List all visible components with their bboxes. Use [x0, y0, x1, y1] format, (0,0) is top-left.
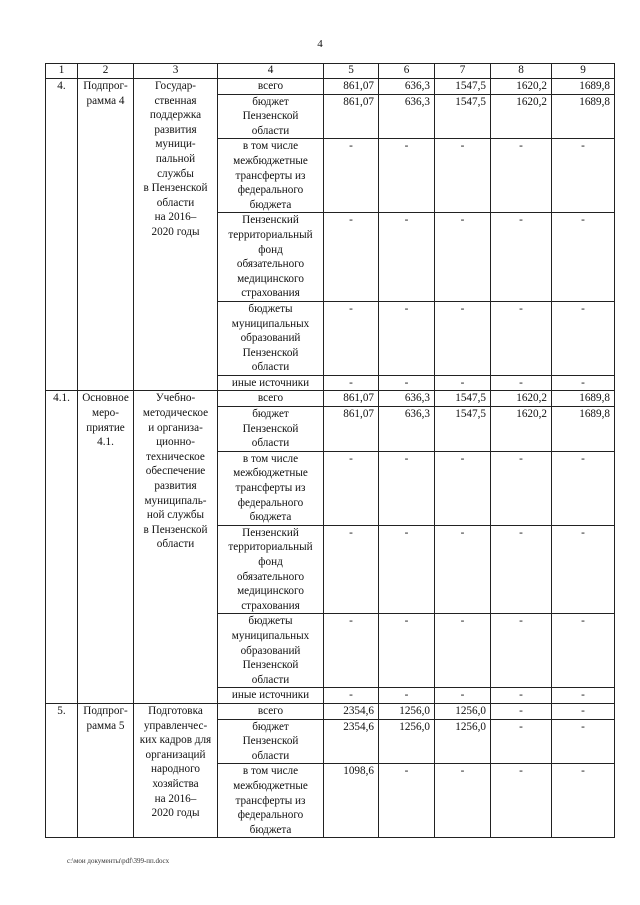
value-cell: - — [552, 703, 615, 719]
header-cell: 7 — [435, 64, 491, 79]
value-cell: 1098,6 — [324, 764, 379, 838]
funding-source: Пензенский территориальный фонд обязательного медицинского страхования — [218, 525, 324, 614]
value-cell: 861,07 — [324, 391, 379, 407]
value-cell: - — [491, 525, 552, 614]
value-cell: 1620,2 — [491, 407, 552, 452]
value-cell: 1620,2 — [491, 94, 552, 139]
value-cell: 1547,5 — [435, 79, 491, 95]
funding-source: бюджет Пензенской области — [218, 94, 324, 139]
value-cell: 1256,0 — [435, 703, 491, 719]
value-cell: - — [324, 301, 379, 375]
funding-source: бюджеты муниципальных образований Пензенской области — [218, 301, 324, 375]
item-title: Государ- ственная поддержка развития муници- пальной службы в Пензенской области на 2016– 2020 годы — [134, 79, 218, 391]
header-cell: 6 — [379, 64, 435, 79]
table-row — [46, 391, 615, 407]
value-cell: - — [324, 451, 379, 525]
funding-source: всего — [218, 703, 324, 719]
budget-table — [45, 63, 615, 838]
value-cell: 1689,8 — [552, 79, 615, 95]
value-cell: - — [552, 451, 615, 525]
value-cell: 1256,0 — [435, 719, 491, 764]
item-number: 4.1. — [46, 391, 78, 703]
value-cell: 2354,6 — [324, 719, 379, 764]
value-cell: - — [552, 719, 615, 764]
value-cell: - — [491, 213, 552, 302]
value-cell: - — [552, 688, 615, 704]
value-cell: 636,3 — [379, 94, 435, 139]
value-cell: 1689,8 — [552, 391, 615, 407]
value-cell: 861,07 — [324, 407, 379, 452]
value-cell: 861,07 — [324, 79, 379, 95]
value-cell: - — [552, 764, 615, 838]
value-cell: 1689,8 — [552, 94, 615, 139]
item-type: Подпрог- рамма 5 — [78, 703, 134, 837]
value-cell: - — [552, 301, 615, 375]
value-cell: - — [552, 213, 615, 302]
value-cell: - — [435, 525, 491, 614]
funding-source: иные источники — [218, 688, 324, 704]
value-cell: - — [491, 719, 552, 764]
funding-source: в том числе межбюджетные трансферты из федерального бюджета — [218, 451, 324, 525]
page-number: 4 — [317, 38, 323, 50]
value-cell: - — [491, 688, 552, 704]
value-cell: - — [324, 688, 379, 704]
value-cell: - — [491, 451, 552, 525]
header-cell: 3 — [134, 64, 218, 79]
value-cell: 636,3 — [379, 79, 435, 95]
value-cell: - — [491, 301, 552, 375]
value-cell: - — [435, 451, 491, 525]
value-cell: - — [379, 614, 435, 688]
value-cell: 2354,6 — [324, 703, 379, 719]
file-path-footer: c:\мои документы\pdf\399-пп.docx — [67, 857, 170, 865]
value-cell: 1256,0 — [379, 719, 435, 764]
value-cell: - — [491, 375, 552, 391]
funding-source: бюджет Пензенской области — [218, 719, 324, 764]
value-cell: - — [435, 375, 491, 391]
header-cell: 1 — [46, 64, 78, 79]
value-cell: - — [379, 525, 435, 614]
item-number: 5. — [46, 703, 78, 837]
header-cell: 8 — [491, 64, 552, 79]
value-cell: - — [491, 703, 552, 719]
value-cell: - — [379, 375, 435, 391]
value-cell: 636,3 — [379, 391, 435, 407]
value-cell: 1256,0 — [379, 703, 435, 719]
value-cell: - — [379, 213, 435, 302]
header-cell: 2 — [78, 64, 134, 79]
value-cell: 1547,5 — [435, 407, 491, 452]
value-cell: - — [324, 139, 379, 213]
funding-source: всего — [218, 79, 324, 95]
value-cell: 1689,8 — [552, 407, 615, 452]
value-cell: - — [435, 139, 491, 213]
value-cell: - — [435, 213, 491, 302]
value-cell: - — [552, 139, 615, 213]
funding-source: бюджеты муниципальных образований Пензенской области — [218, 614, 324, 688]
header-cell: 5 — [324, 64, 379, 79]
value-cell: - — [435, 764, 491, 838]
value-cell: - — [379, 301, 435, 375]
funding-source: иные источники — [218, 375, 324, 391]
funding-source: всего — [218, 391, 324, 407]
value-cell: 1620,2 — [491, 79, 552, 95]
item-type: Подпрог- рамма 4 — [78, 79, 134, 391]
item-type: Основное меро- приятие 4.1. — [78, 391, 134, 703]
value-cell: - — [324, 614, 379, 688]
value-cell: - — [379, 451, 435, 525]
value-cell: - — [435, 688, 491, 704]
item-title: Подготовка управленчес- ких кадров для организаций народного хозяйства на 2016– 2020 годы — [134, 703, 218, 837]
value-cell: - — [324, 375, 379, 391]
value-cell: - — [379, 764, 435, 838]
table-row — [46, 79, 615, 95]
value-cell: 861,07 — [324, 94, 379, 139]
value-cell: - — [491, 614, 552, 688]
funding-source: в том числе межбюджетные трансферты из федерального бюджета — [218, 764, 324, 838]
value-cell: - — [491, 139, 552, 213]
header-cell: 9 — [552, 64, 615, 79]
item-number: 4. — [46, 79, 78, 391]
header-cell: 4 — [218, 64, 324, 79]
value-cell: - — [435, 301, 491, 375]
value-cell: - — [491, 764, 552, 838]
funding-source: бюджет Пензенской области — [218, 407, 324, 452]
value-cell: - — [552, 525, 615, 614]
value-cell: 636,3 — [379, 407, 435, 452]
item-title: Учебно- методическое и организа- ционно- техническое обеспечение развития муниципаль- ной службы в Пензенской области — [134, 391, 218, 703]
value-cell: - — [324, 525, 379, 614]
value-cell: 1620,2 — [491, 391, 552, 407]
value-cell: - — [435, 614, 491, 688]
value-cell: - — [552, 614, 615, 688]
value-cell: 1547,5 — [435, 391, 491, 407]
value-cell: - — [552, 375, 615, 391]
funding-source: Пензенский территориальный фонд обязательного медицинского страхования — [218, 213, 324, 302]
funding-source: в том числе межбюджетные трансферты из федерального бюджета — [218, 139, 324, 213]
value-cell: - — [324, 213, 379, 302]
table-row — [46, 703, 615, 719]
value-cell: - — [379, 688, 435, 704]
value-cell: 1547,5 — [435, 94, 491, 139]
header-row — [46, 64, 615, 79]
value-cell: - — [379, 139, 435, 213]
